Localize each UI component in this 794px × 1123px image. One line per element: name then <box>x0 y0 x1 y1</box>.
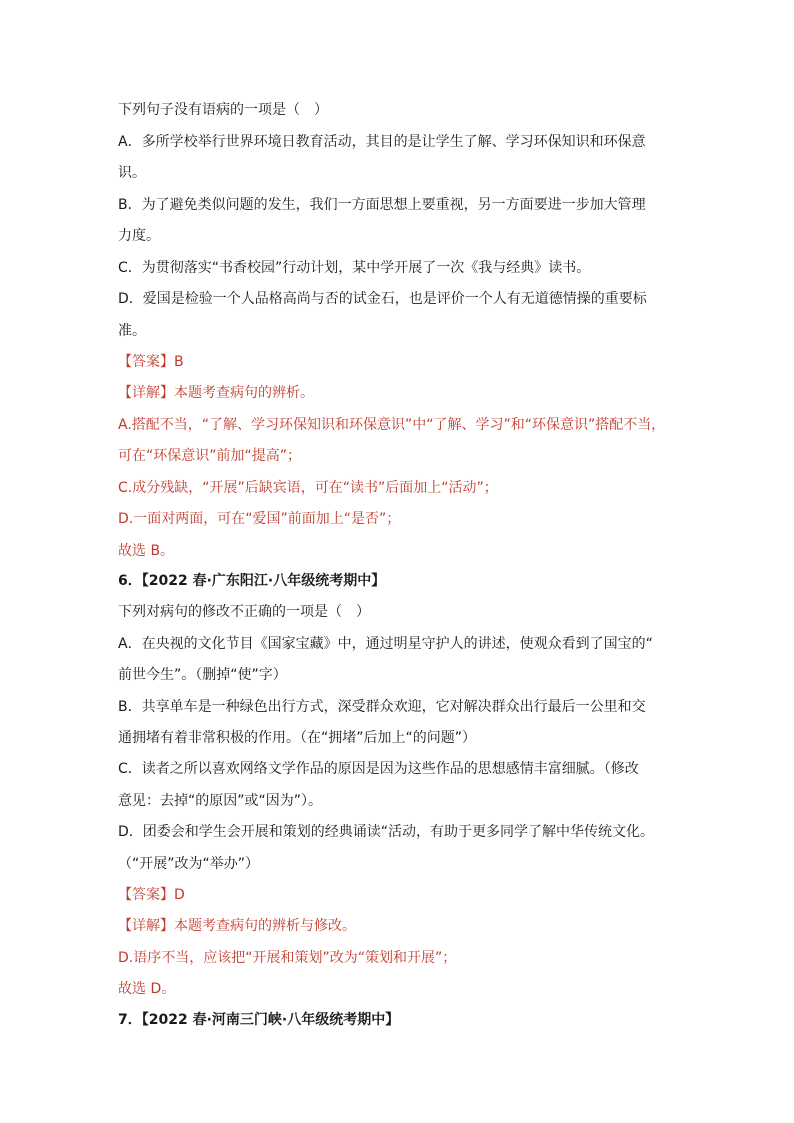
q6-explanation-d: D.语序不当，应该把“开展和策划”改为“策划和开展”； <box>118 950 457 966</box>
q5-explanation-c: C.成分残缺，“开展”后缺宾语，可在“读书”后面加上“活动”； <box>118 480 498 496</box>
q6-option-c: C．读者之所以喜欢网络文学作品的原因是因为这些作品的思想感情丰富细腻。（修改 <box>118 761 639 777</box>
q6-answer: 【答案】D <box>118 887 185 903</box>
q5-option-d: D．爱国是检验一个人品格高尚与否的试金石，也是评价一个人有无道德情操的重要标 <box>118 291 647 307</box>
q6-header: 6．【2022 春·广东阳江·八年级统考期中】 <box>118 573 386 589</box>
q6-option-b-cont: 通拥堵有着非常积极的作用。（在“拥堵”后加上“的问题”） <box>118 730 477 746</box>
q6-option-a-cont: 前世今生”。（删掉“使”字） <box>118 667 287 683</box>
q6-option-b: B．共享单车是一种绿色出行方式，深受群众欢迎，它对解决群众出行最后一公里和交 <box>118 699 646 715</box>
q5-option-b-cont: 力度。 <box>118 228 160 244</box>
q6-stem: 下列对病句的修改不正确的一项是（ ） <box>118 604 370 620</box>
q6-option-d-cont: （“开展”改为“举办”） <box>118 856 260 872</box>
q5-option-c: C．为贯彻落实“书香校园”行动计划，某中学开展了一次《我与经典》读书。 <box>118 260 591 276</box>
q7-header: 7．【2022 春·河南三门峡·八年级统考期中】 <box>118 1012 400 1028</box>
q6-option-d: D．团委会和学生会开展和策划的经典诵读“活动，有助于更多同学了解中华传统文化。 <box>118 824 655 840</box>
q5-option-a-cont: 识。 <box>118 165 146 181</box>
q5-explanation-a: A.搭配不当，“了解、学习环保知识和环保意识”中“了解、学习”和“环保意识”搭配不当， <box>118 417 666 433</box>
q6-option-c-cont: 意见：去掉“的原因”或“因为”）。 <box>118 793 323 809</box>
q5-explanation-d: D.一面对两面，可在“爱国”前面加上“是否”； <box>118 511 401 527</box>
q5-option-b: B．为了避免类似问题的发生，我们一方面思想上要重视，另一方面要进一步加大管理 <box>118 197 646 213</box>
q6-detail: 【详解】本题考查病句的辨析与修改。 <box>118 918 356 934</box>
q5-detail: 【详解】本题考查病句的辨析。 <box>118 385 314 401</box>
q5-answer: 【答案】B <box>118 354 184 370</box>
q5-conclusion: 故选 B。 <box>118 543 175 559</box>
q5-option-d-cont: 准。 <box>118 323 146 339</box>
q6-option-a: A．在央视的文化节目《国家宝藏》中，通过明星守护人的讲述，使观众看到了国宝的“ <box>118 636 653 652</box>
q5-explanation-a-cont: 可在“环保意识”前加“提高”； <box>118 448 302 464</box>
q5-stem: 下列句子没有语病的一项是（ ） <box>118 102 328 118</box>
q5-option-a: A．多所学校举行世界环境日教育活动，其目的是让学生了解、学习环保知识和环保意 <box>118 134 646 150</box>
q6-conclusion: 故选 D。 <box>118 981 176 997</box>
